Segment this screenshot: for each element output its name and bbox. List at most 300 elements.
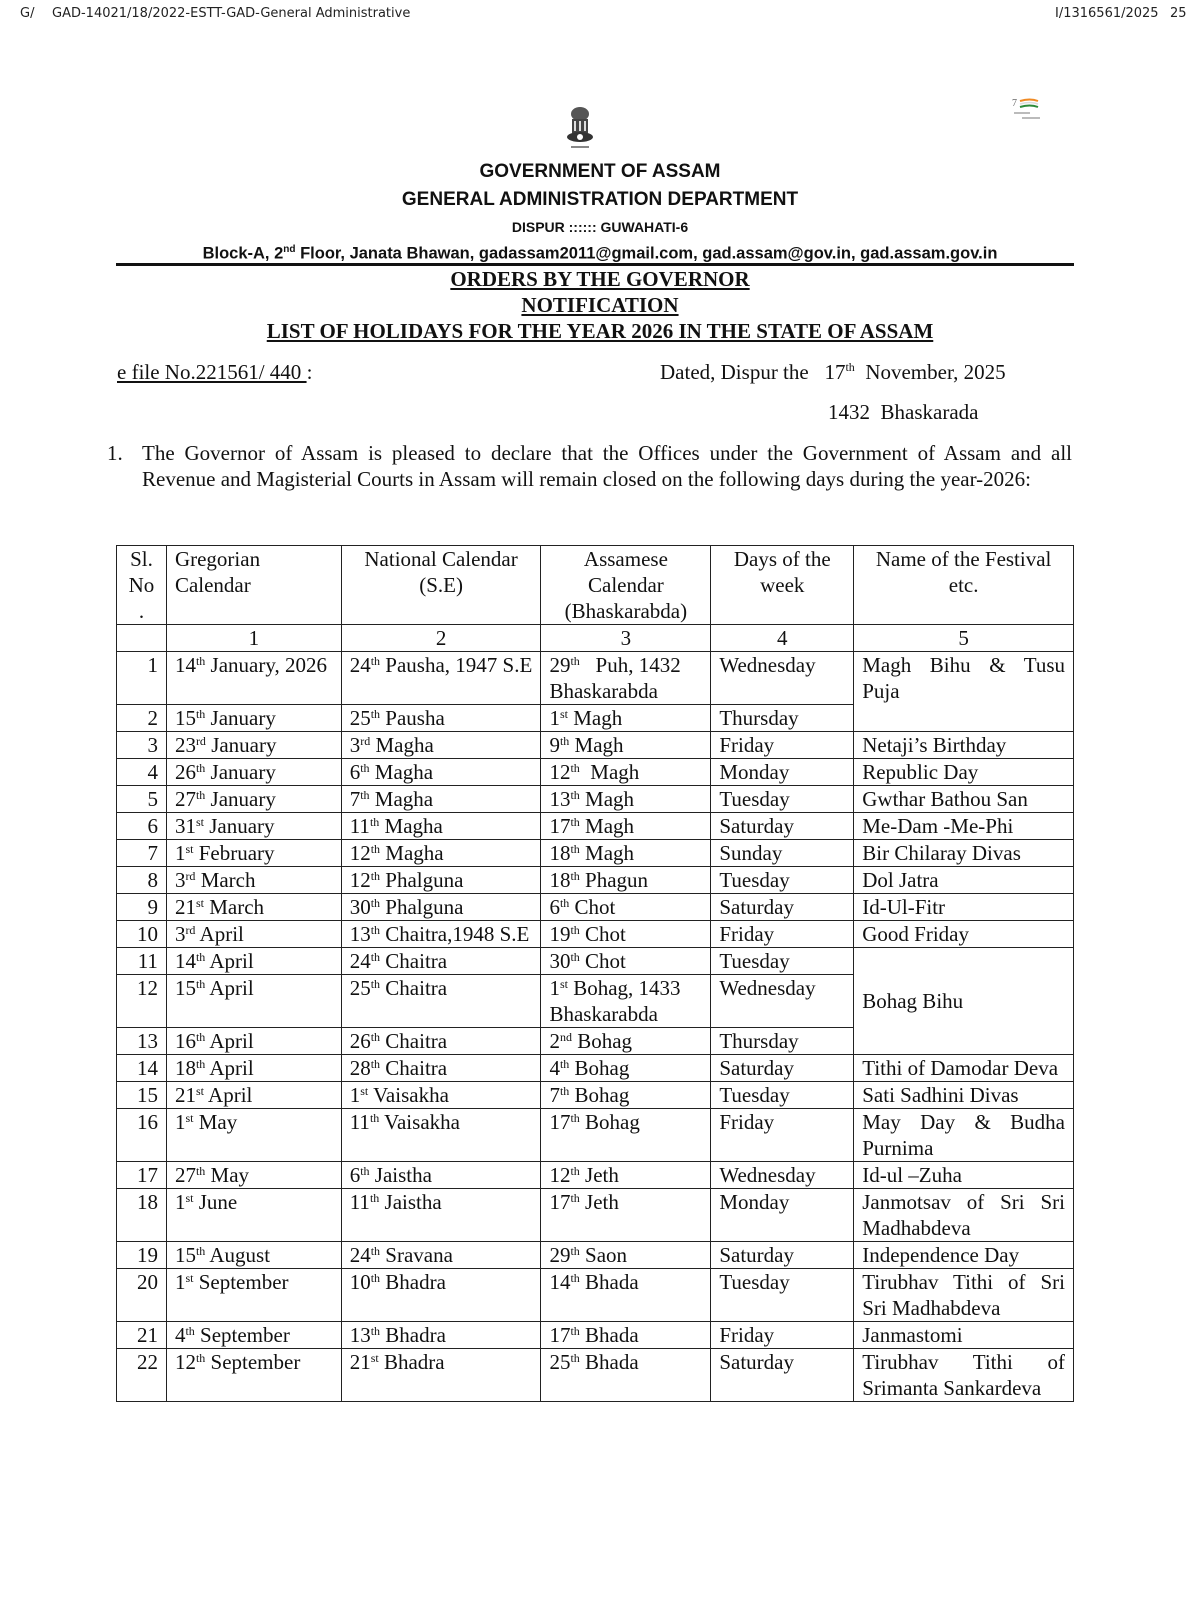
ordinal-number: 18 [549, 868, 571, 892]
gregorian-date [166, 1189, 341, 1242]
calendar-text: Vaisakha [379, 1110, 460, 1134]
ordinal-suffix: rd [185, 922, 196, 937]
ordinal-suffix: st [185, 1270, 194, 1285]
festival-name: Tirubhav Tithi of Sri Sri Madhabdeva [854, 1269, 1074, 1322]
ordinal-suffix: th [370, 841, 381, 856]
ordinal-number: 30 [549, 949, 571, 973]
table-row [117, 1349, 1074, 1402]
day-of-week: Tuesday [711, 1082, 854, 1109]
assamese-date [541, 1055, 711, 1082]
festival-name: Janmastomi [854, 1322, 1074, 1349]
ordinal-suffix: th [195, 1350, 206, 1365]
ordinal-suffix: st [195, 814, 204, 829]
ordinal-number: 14 [174, 653, 196, 677]
holiday-table [116, 545, 1074, 1402]
azadi-ka-amrit-mahotsav-logo [1010, 96, 1054, 126]
calendar-text: Phalguna [380, 868, 464, 892]
assamese-date [541, 813, 711, 840]
ordinal-suffix: st [185, 841, 194, 856]
ordinal-number: 31 [174, 814, 196, 838]
ordinal-suffix: th [195, 1243, 206, 1258]
calendar-text: Magh [567, 706, 623, 730]
ordinal-number: 7 [549, 1083, 560, 1107]
file-number-suffix: : [306, 360, 313, 384]
assamese-date [541, 1109, 711, 1162]
assamese-date [541, 948, 711, 975]
national-date [341, 1322, 541, 1349]
ordinal-suffix: th [559, 733, 570, 748]
department-name: GENERAL ADMINISTRATION DEPARTMENT [401, 189, 799, 210]
table-row [117, 759, 1074, 786]
ordinal-suffix: th [370, 922, 381, 937]
calendar-text: Phalguna [380, 895, 464, 919]
calendar-text: Magh [579, 841, 635, 865]
calendar-text: January [205, 733, 277, 757]
ordinal-suffix: th [370, 1243, 381, 1258]
ordinal-number: 3 [349, 733, 361, 757]
assamese-date [541, 921, 711, 948]
ordinal-number: 11 [349, 1190, 370, 1214]
calendar-text: Phagun [579, 868, 649, 892]
department-location: DISPUR :::::: GUWAHATI-6 [511, 219, 689, 235]
header-gregorian: Gregorian Calendar [166, 546, 341, 625]
day-of-week: Monday [711, 759, 854, 786]
ordinal-number: 6 [349, 1163, 361, 1187]
calendar-text: May [205, 1163, 250, 1187]
ordinal-suffix: th [360, 1163, 370, 1178]
national-date [341, 786, 541, 813]
table-row [117, 1322, 1074, 1349]
assamese-date [541, 1028, 711, 1055]
assamese-date [541, 1189, 711, 1242]
table-row [117, 921, 1074, 948]
day-of-week: Wednesday [711, 1162, 854, 1189]
declaration-paragraph [107, 441, 1072, 492]
sl-number: 1 [117, 652, 167, 705]
table-row [117, 1269, 1074, 1322]
gregorian-date [166, 813, 341, 840]
assamese-date [541, 759, 711, 786]
calendar-text: September [193, 1270, 289, 1294]
ordinal-suffix: th [370, 868, 381, 883]
holiday-list-title: LIST OF HOLIDAYS FOR THE YEAR 2026 IN THE STATE OF ASSAM [266, 319, 934, 343]
calendar-text: April [205, 1029, 254, 1053]
ordinal-suffix: rd [185, 868, 196, 883]
ordinal-number: 6 [349, 760, 361, 784]
assamese-date [541, 732, 711, 759]
ordinal-number: 27 [174, 787, 196, 811]
ordinal-number: 17 [549, 814, 571, 838]
calendar-text: Jaistha [379, 1190, 442, 1214]
sl-number: 17 [117, 1162, 167, 1189]
header-day: Days of the week [711, 546, 854, 625]
calendar-text: June [193, 1190, 238, 1214]
gregorian-date [166, 1242, 341, 1269]
sl-number: 8 [117, 867, 167, 894]
ordinal-suffix: th [559, 1056, 570, 1071]
ordinal-number: 13 [349, 1323, 371, 1347]
ordinal-suffix: th [185, 1323, 195, 1338]
calendar-text: Chaitra [380, 1029, 448, 1053]
sl-number: 5 [117, 786, 167, 813]
ordinal-suffix: th [570, 1270, 580, 1285]
calendar-text: September [194, 1323, 290, 1347]
col-num: 1 [166, 625, 341, 652]
ordinal-suffix: th [195, 653, 206, 668]
ordinal-suffix: th [570, 949, 580, 964]
sl-number: 16 [117, 1109, 167, 1162]
festival-name: Magh Bihu & Tusu Puja [854, 652, 1074, 732]
ordinal-suffix: th [369, 1190, 380, 1205]
ordinal-suffix: rd [360, 733, 371, 748]
ordinal-number: 16 [174, 1029, 196, 1053]
national-date [341, 759, 541, 786]
ordinal-suffix: st [370, 1350, 379, 1365]
table-row [117, 1055, 1074, 1082]
national-date [341, 1028, 541, 1055]
day-of-week: Saturday [711, 1242, 854, 1269]
calendar-text: January [205, 787, 276, 811]
calendar-text: April [205, 976, 254, 1000]
ordinal-suffix: th [195, 1029, 206, 1044]
calendar-text: Bhadra [380, 1323, 446, 1347]
col-num [117, 625, 167, 652]
ordinal-suffix: th [570, 1110, 580, 1125]
ordinal-suffix: st [185, 1110, 194, 1125]
ordinal-number: 10 [349, 1270, 371, 1294]
sl-number: 12 [117, 975, 167, 1028]
gregorian-date [166, 652, 341, 705]
ordinal-number: 26 [174, 760, 196, 784]
festival-name: Bohag Bihu [854, 948, 1074, 1055]
national-date [341, 1082, 541, 1109]
national-date [341, 1162, 541, 1189]
national-date [341, 652, 541, 705]
festival-name: Id-ul –Zuha [854, 1162, 1074, 1189]
ordinal-number: 6 [549, 895, 560, 919]
ordinal-suffix: th [570, 841, 580, 856]
national-date [341, 1269, 541, 1322]
holiday-table-body [117, 652, 1074, 1402]
document-reference: I/1316561/2025 [1055, 6, 1159, 21]
sl-number: 6 [117, 813, 167, 840]
assamese-date [541, 840, 711, 867]
ordinal-number: 1 [174, 841, 186, 865]
ordinal-suffix: th [195, 1163, 206, 1178]
calendar-text: Saon [579, 1243, 628, 1267]
ordinal-suffix: th [559, 895, 570, 910]
festival-name: Independence Day [854, 1242, 1074, 1269]
ordinal-number: 18 [549, 841, 571, 865]
ordinal-suffix: st [559, 706, 568, 721]
calendar-text: Jaistha [369, 1163, 432, 1187]
calendar-text: Chot [579, 922, 626, 946]
col-num: 2 [341, 625, 541, 652]
calendar-text: Pausha, 1947 S.E [380, 653, 533, 677]
gregorian-date [166, 948, 341, 975]
ordinal-suffix: th [369, 1110, 380, 1125]
calendar-text: Magh [579, 787, 635, 811]
ordinal-suffix: th [570, 868, 580, 883]
calendar-text: Magha [369, 787, 434, 811]
ordinal-suffix: rd [195, 733, 206, 748]
national-date [341, 813, 541, 840]
ordinal-number: 1 [174, 1190, 186, 1214]
ordinal-number: 17 [549, 1110, 571, 1134]
calendar-text: Bohag [571, 1029, 633, 1053]
day-of-week: Sunday [711, 840, 854, 867]
ordinal-number: 4 [174, 1323, 186, 1347]
assamese-date [541, 1269, 711, 1322]
table-row [117, 1162, 1074, 1189]
table-row [117, 813, 1074, 840]
calendar-text: March [203, 895, 265, 919]
ordinal-number: 1 [349, 1083, 361, 1107]
file-reference: GAD-14021/18/2022-ESTT-GAD-General Administrative [52, 6, 411, 21]
ordinal-number: 30 [349, 895, 371, 919]
national-date [341, 705, 541, 732]
national-date [341, 1055, 541, 1082]
calendar-text: February [193, 841, 275, 865]
calendar-text: Bhadra [378, 1350, 445, 1374]
sl-number: 22 [117, 1349, 167, 1402]
ordinal-number: 29 [549, 653, 571, 677]
ordinal-number: 4 [549, 1056, 560, 1080]
assamese-date [541, 1082, 711, 1109]
ordinal-number: 11 [349, 814, 370, 838]
ordinal-number: 29 [549, 1243, 571, 1267]
gregorian-date [166, 975, 341, 1028]
gregorian-date [166, 786, 341, 813]
calendar-text: January [205, 760, 276, 784]
assamese-date [541, 1242, 711, 1269]
calendar-text: Sravana [380, 1243, 453, 1267]
paragraph-text: The Governor of Assam is pleased to declare that the Offices under the Government of Assam and all Revenue and Magisterial Courts in Assam will remain closed on the following days during the year-2026: [142, 441, 1072, 491]
day-of-week: Saturday [711, 813, 854, 840]
svg-text:7: 7 [1012, 98, 1017, 109]
ordinal-number: 18 [174, 1056, 196, 1080]
ordinal-suffix: th [195, 1056, 206, 1071]
calendar-text: August [205, 1243, 271, 1267]
ordinal-suffix: th [570, 814, 580, 829]
ordinal-number: 12 [549, 760, 571, 784]
table-row [117, 786, 1074, 813]
sl-number: 14 [117, 1055, 167, 1082]
ordinal-number: 23 [174, 733, 196, 757]
festival-name: Janmotsav of Sri Sri Madhabdeva [854, 1189, 1074, 1242]
header-festival: Name of the Festival etc. [854, 546, 1074, 625]
ordinal-suffix: th [570, 1350, 580, 1365]
col-num: 5 [854, 625, 1074, 652]
calendar-text: Jeth [579, 1163, 619, 1187]
ordinal-number: 21 [174, 895, 196, 919]
gregorian-date [166, 1269, 341, 1322]
file-number [117, 360, 312, 385]
ordinal-suffix: th [370, 653, 381, 668]
calendar-text: Jeth [579, 1190, 619, 1214]
ordinal-number: 12 [549, 1163, 571, 1187]
calendar-text: Chot [569, 895, 616, 919]
calendar-text: January, 2026 [205, 653, 327, 677]
gregorian-date [166, 921, 341, 948]
assamese-date [541, 1349, 711, 1402]
ordinal-suffix: th [570, 787, 580, 802]
sl-number: 20 [117, 1269, 167, 1322]
document-header-bar [0, 6, 1200, 26]
calendar-text: Bohag [569, 1056, 630, 1080]
ordinal-suffix: th [370, 1056, 381, 1071]
calendar-text: Magh [579, 760, 640, 784]
calendar-text: Chaitra,1948 S.E [380, 922, 530, 946]
bhaskarabda-year: 1432 Bhaskarada [828, 400, 979, 424]
assamese-date [541, 1162, 711, 1189]
ordinal-number: 15 [174, 976, 196, 1000]
ordinal-number: 21 [174, 1083, 196, 1107]
ordinal-number: 7 [349, 787, 361, 811]
day-of-week: Wednesday [711, 652, 854, 705]
header-sl-no: Sl. No . [117, 546, 167, 625]
day-of-week: Friday [711, 1109, 854, 1162]
day-of-week: Wednesday [711, 975, 854, 1028]
ordinal-number: 25 [349, 706, 371, 730]
festival-name: Sati Sadhini Divas [854, 1082, 1074, 1109]
table-row [117, 1082, 1074, 1109]
table-row [117, 1242, 1074, 1269]
sl-number: 15 [117, 1082, 167, 1109]
calendar-text: Chaitra [380, 1056, 448, 1080]
gregorian-date [166, 1028, 341, 1055]
calendar-text: Bohag [569, 1083, 630, 1107]
assamese-date [541, 786, 711, 813]
table-row [117, 1109, 1074, 1162]
ordinal-suffix: nd [559, 1029, 572, 1044]
festival-name: Id-Ul-Fitr [854, 894, 1074, 921]
national-date [341, 840, 541, 867]
table-row [117, 652, 1074, 705]
ordinal-suffix: st [185, 1190, 194, 1205]
gregorian-date [166, 840, 341, 867]
date-suffix: November, 2025 [854, 360, 1006, 384]
table-row [117, 732, 1074, 759]
ordinal-number: 2 [549, 1029, 560, 1053]
calendar-text: Magha [380, 841, 444, 865]
festival-name: Bir Chilaray Divas [854, 840, 1074, 867]
national-date [341, 921, 541, 948]
header-assamese: Assamese Calendar (Bhaskarabda) [541, 546, 711, 625]
ordinal-number: 14 [549, 1270, 571, 1294]
gregorian-date [166, 1322, 341, 1349]
calendar-text: January [205, 706, 276, 730]
national-date [341, 975, 541, 1028]
calendar-text: May [193, 1110, 238, 1134]
national-date [341, 894, 541, 921]
day-of-week: Tuesday [711, 1269, 854, 1322]
day-of-week: Thursday [711, 705, 854, 732]
day-of-week: Saturday [711, 1349, 854, 1402]
sl-number: 18 [117, 1189, 167, 1242]
ordinal-number: 17 [549, 1323, 571, 1347]
calendar-text: April [195, 922, 244, 946]
notification-title: NOTIFICATION [521, 293, 679, 317]
table-header-row [117, 546, 1074, 625]
ordinal-suffix: th [570, 760, 580, 775]
ordinal-number: 1 [174, 1110, 186, 1134]
ordinal-suffix: th [370, 895, 381, 910]
festival-name: Dol Jatra [854, 867, 1074, 894]
table-row [117, 948, 1074, 975]
orders-title: ORDERS BY THE GOVERNOR [450, 267, 750, 291]
sl-number: 4 [117, 759, 167, 786]
day-of-week: Friday [711, 732, 854, 759]
calendar-text: Magha [369, 760, 434, 784]
ordinal-suffix: th [370, 949, 381, 964]
sl-number: 10 [117, 921, 167, 948]
col-num: 3 [541, 625, 711, 652]
ordinal-number: 26 [349, 1029, 371, 1053]
ordinal-number: 3 [174, 868, 186, 892]
page-number: 25 [1170, 6, 1187, 21]
col-num: 4 [711, 625, 854, 652]
ordinal-number: 1 [549, 706, 560, 730]
ordinal-suffix: th [370, 706, 381, 721]
sl-number: 9 [117, 894, 167, 921]
day-of-week: Tuesday [711, 948, 854, 975]
national-date [341, 948, 541, 975]
gregorian-date [166, 1055, 341, 1082]
day-of-week: Tuesday [711, 786, 854, 813]
ordinal-suffix: th [195, 787, 206, 802]
calendar-text: April [205, 949, 254, 973]
calendar-text: Bhada [579, 1350, 639, 1374]
calendar-text: Bhadra [380, 1270, 446, 1294]
national-date [341, 1242, 541, 1269]
day-of-week: Saturday [711, 1055, 854, 1082]
paragraph-number: 1. [107, 441, 123, 465]
sl-number: 2 [117, 705, 167, 732]
ordinal-suffix: th [360, 760, 370, 775]
ordinal-number: 19 [549, 922, 571, 946]
festival-name: Netaji’s Birthday [854, 732, 1074, 759]
gregorian-date [166, 732, 341, 759]
ordinal-number: 21 [349, 1350, 371, 1374]
ordinal-number: 25 [349, 976, 371, 1000]
ordinal-number: 25 [549, 1350, 571, 1374]
calendar-text: Bhada [579, 1270, 639, 1294]
ordinal-number: 14 [174, 949, 196, 973]
table-row [117, 894, 1074, 921]
address-contact: Floor, Janata Bhawan, gadassam2011@gmail.com, gad.assam@gov.in, gad.assam.gov.in [295, 244, 998, 263]
ordinal-number: 17 [549, 1190, 571, 1214]
ordinal-suffix: st [559, 976, 568, 991]
calendar-text: Magh [579, 814, 635, 838]
letterhead [0, 158, 1200, 266]
festival-name: Gwthar Bathou San [854, 786, 1074, 813]
assamese-date [541, 975, 711, 1028]
ordinal-number: 1 [174, 1270, 186, 1294]
assamese-date [541, 894, 711, 921]
calendar-text: Magh [569, 733, 624, 757]
calendar-text: Chaitra [380, 949, 448, 973]
ordinal-number: 24 [349, 653, 371, 677]
ordinal-suffix: st [195, 1083, 204, 1098]
sl-number: 21 [117, 1322, 167, 1349]
day-of-week: Tuesday [711, 867, 854, 894]
ordinal-suffix: th [195, 760, 206, 775]
department-address [0, 238, 1200, 266]
gregorian-date [166, 1082, 341, 1109]
assamese-date [541, 1322, 711, 1349]
calendar-text: Magha [370, 733, 434, 757]
